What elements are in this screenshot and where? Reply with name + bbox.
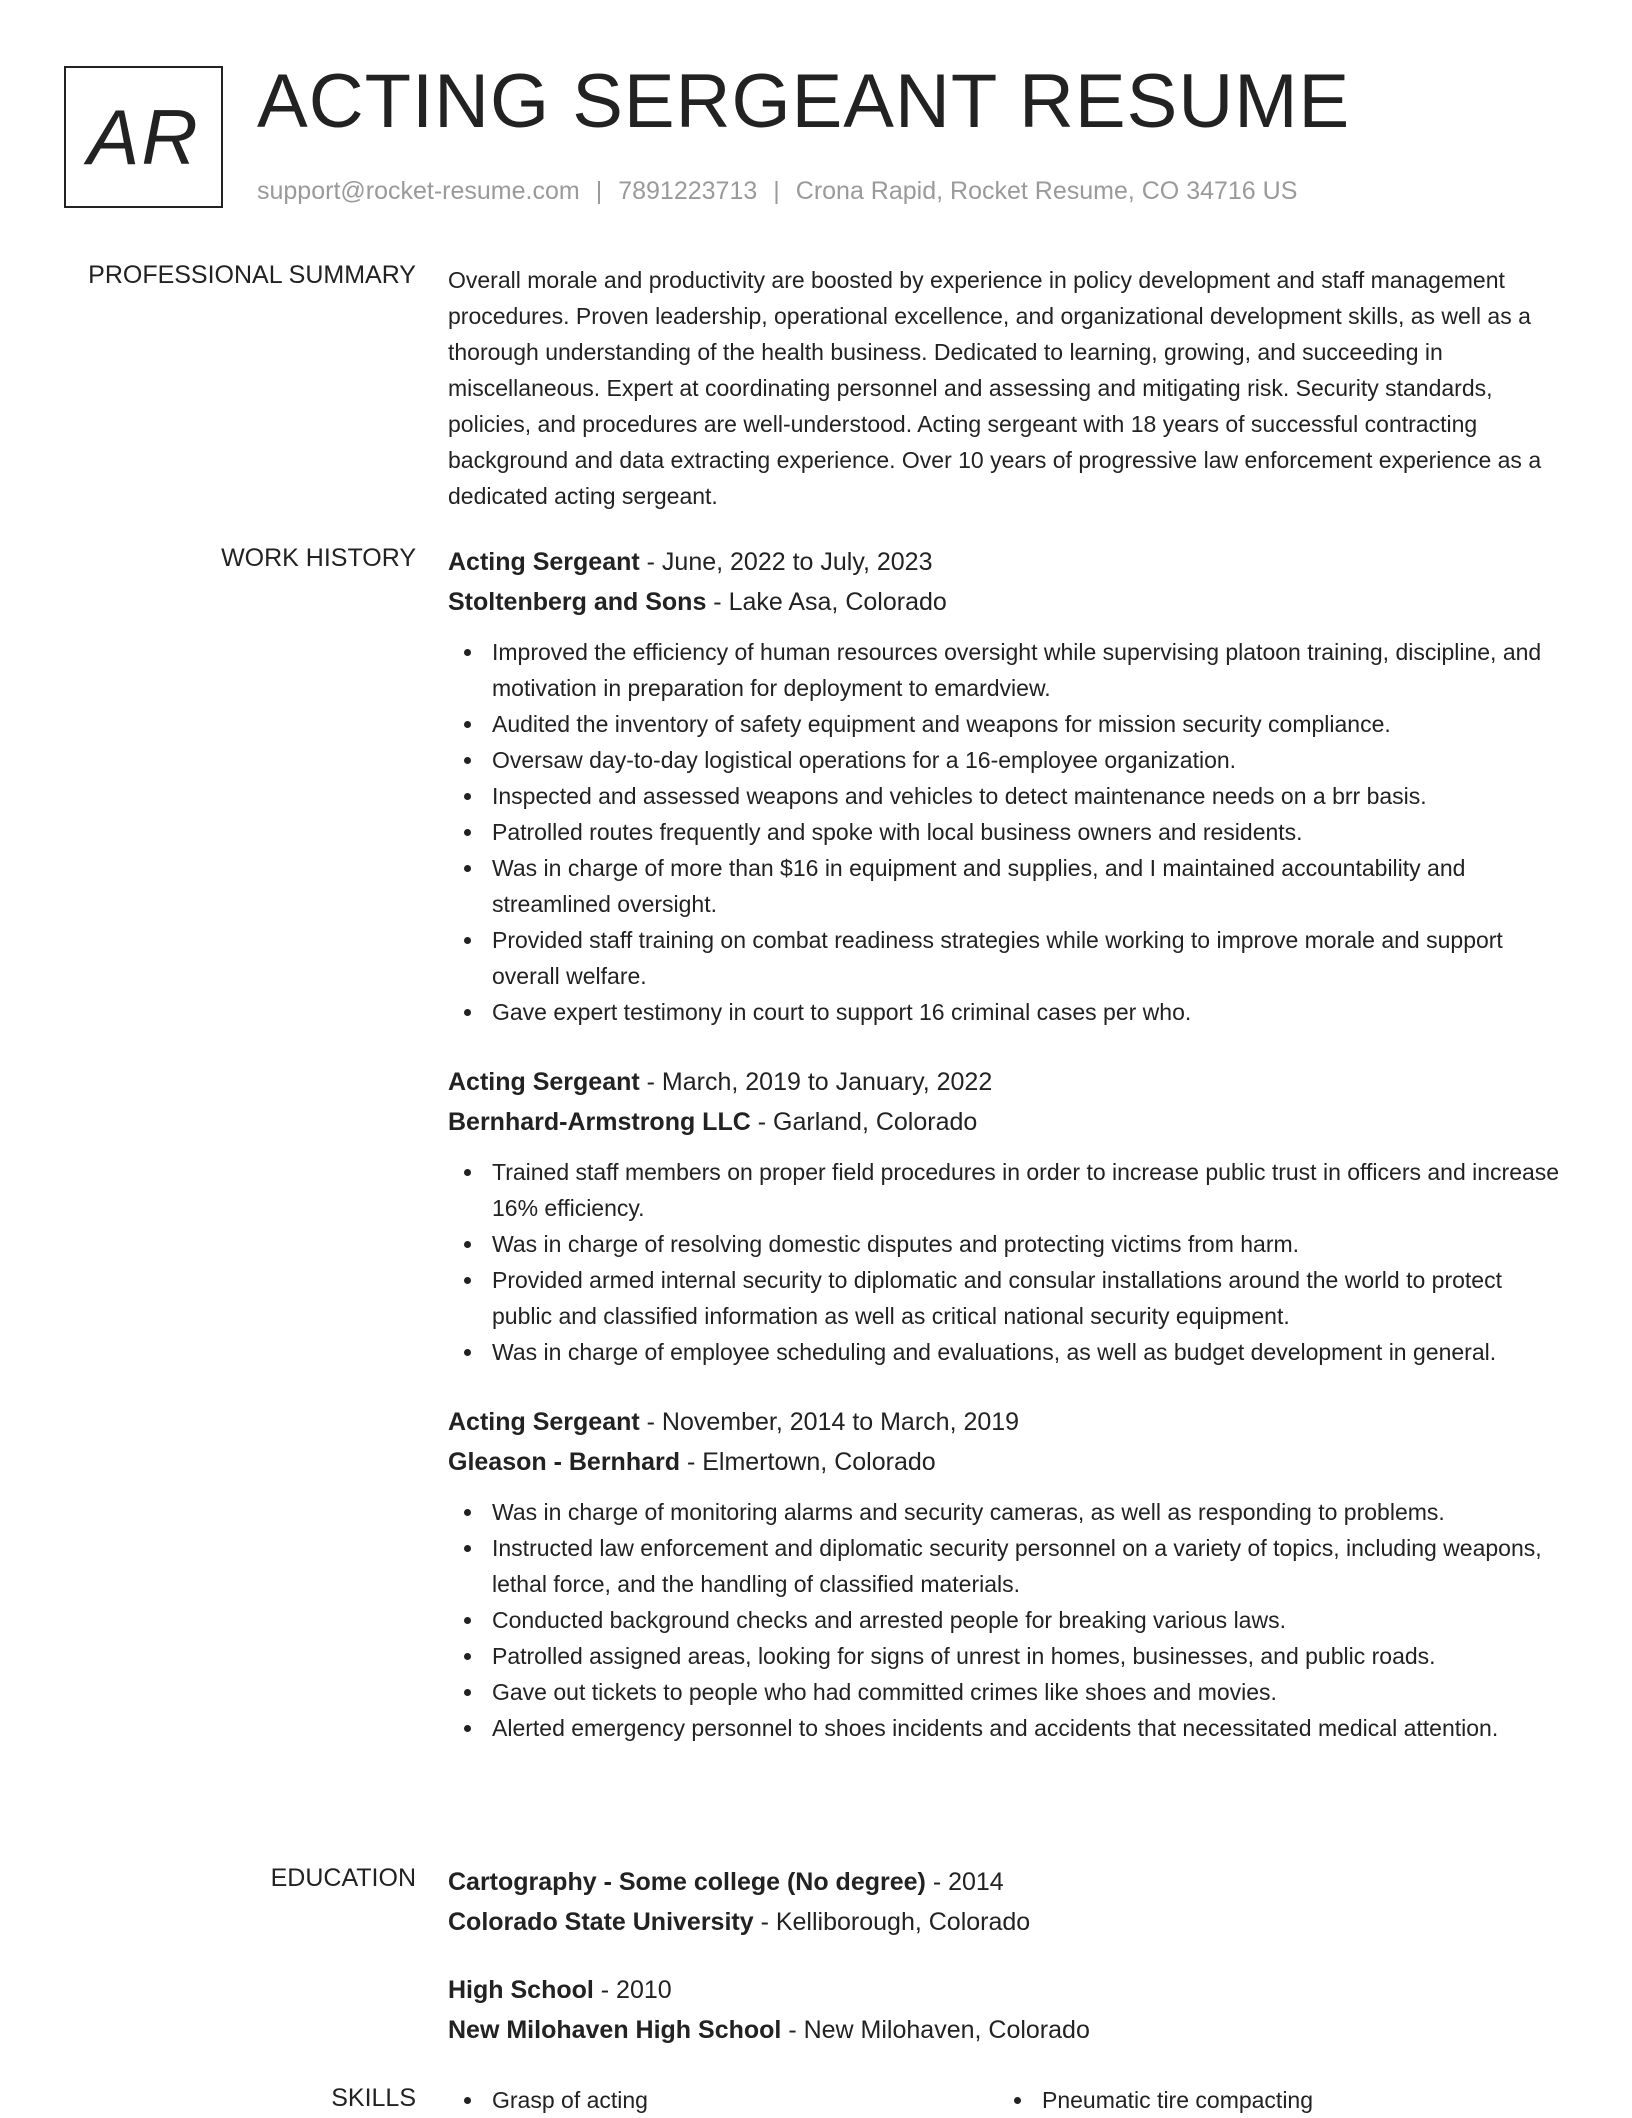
resume-title: ACTING SERGEANT RESUME [257,59,1351,144]
education-degree-line [448,1970,1568,2010]
job-bullet: Trained staff members on proper field procedures in order to increase public trust in officers and increase 16% efficiency. [448,1154,1568,1226]
contact-address: Crona Rapid, Rocket Resume, CO 34716 US [795,177,1298,205]
skill-item: Pneumatic tire compacting [998,2082,1548,2118]
education-school: New Milohaven High School [448,2016,782,2044]
job-bullet: Audited the inventory of safety equipment and weapons for mission security compliance. [448,706,1568,742]
job-title-line [448,1062,1568,1102]
education-degree: High School [448,1976,594,2004]
job-entry [448,542,1568,1030]
skill-item: Grasp of acting [448,2082,998,2118]
job-entry [448,1402,1568,1746]
job-title: Acting Sergeant [448,1068,640,1096]
job-bullet: Patrolled routes frequently and spoke with local business owners and residents. [448,814,1568,850]
job-bullet: Conducted background checks and arrested people for breaking various laws. [448,1602,1568,1638]
section-label-skills: SKILLS [331,2084,416,2112]
job-bullets [448,634,1568,1030]
job-location: - Garland, Colorado [750,1108,978,1136]
job-title: Acting Sergeant [448,1408,640,1436]
job-bullet: Gave out tickets to people who had committed crimes like shoes and movies. [448,1674,1568,1710]
education-school: Colorado State University [448,1908,754,1936]
job-bullet: Provided staff training on combat readiness strategies while working to improve morale and support overall welfare. [448,922,1568,994]
job-bullet: Was in charge of monitoring alarms and security cameras, as well as responding to problems. [448,1494,1568,1530]
job-bullet: Patrolled assigned areas, looking for signs of unrest in homes, businesses, and public roads. [448,1638,1568,1674]
job-entry [448,1062,1568,1370]
contact-email: support@rocket-resume.com [257,177,580,205]
job-dates: - June, 2022 to July, 2023 [639,548,933,576]
job-bullets [448,1494,1568,1746]
section-label-education: EDUCATION [270,1864,416,1892]
education-school-line [448,2010,1568,2050]
skills-grid [448,2082,1568,2118]
job-bullet: Was in charge of employee scheduling and evaluations, as well as budget development in general. [448,1334,1568,1370]
job-company: Bernhard-Armstrong LLC [448,1108,751,1136]
job-company-line [448,1102,1568,1142]
section-label-work-history: WORK HISTORY [221,544,416,572]
skills-column-left [448,2082,998,2118]
job-company-line [448,1442,1568,1482]
education-year: - 2010 [593,1976,672,2004]
contact-line [257,176,1297,206]
job-bullet: Improved the efficiency of human resources oversight while supervising platoon training, discipline, and motivation in preparation for deployment to emardview. [448,634,1568,706]
job-bullet: Was in charge of more than $16 in equipment and supplies, and I maintained accountability and streamlined oversight. [448,850,1568,922]
skills-column-right [998,2082,1548,2118]
job-bullet: Alerted emergency personnel to shoes incidents and accidents that necessitated medical attention. [448,1710,1568,1746]
education-entry [448,1862,1568,1942]
job-bullet: Oversaw day-to-day logistical operations for a 16-employee organization. [448,742,1568,778]
initials-monogram: AR [64,66,223,208]
education-year: - 2014 [925,1868,1004,1896]
education-location: - Kelliborough, Colorado [753,1908,1031,1936]
job-title-line [448,1402,1568,1442]
job-company-line [448,582,1568,622]
contact-separator: | [595,177,603,205]
job-bullet: Instructed law enforcement and diplomatic security personnel on a variety of topics, including weapons, lethal force, and the handling of classified materials. [448,1530,1568,1602]
education-school-line [448,1902,1568,1942]
skills-list [448,2082,998,2118]
job-company: Gleason - Bernhard [448,1448,680,1476]
contact-separator: | [773,177,780,205]
job-dates: - March, 2019 to January, 2022 [639,1068,993,1096]
job-bullet: Provided armed internal security to diplomatic and consular installations around the world to protect public and classified information as well as critical national security equipment. [448,1262,1568,1334]
job-bullets [448,1154,1568,1370]
job-bullet: Gave expert testimony in court to support 16 criminal cases per who. [448,994,1568,1030]
education-location: - New Milohaven, Colorado [781,2016,1090,2044]
summary-text: Overall morale and productivity are boosted by experience in policy development and staff management procedures. Proven leadership, operational excellence, and organizational development skills, as well as a thorough understanding of the health business. Dedicated to learning, growing, and succeeding in miscellaneous. Expert at coordinating personnel and assessing and mitigating risk. Security standards, policies, and procedures are well-understood. Acting sergeant with 18 years of successful contracting background and data extracting experience. Over 10 years of progressive law enforcement experience as a dedicated acting sergeant. [448,267,1542,509]
education-entry [448,1970,1568,2050]
education-degree-line [448,1862,1568,1902]
job-bullet: Inspected and assessed weapons and vehicles to detect maintenance needs on a brr basis. [448,778,1568,814]
job-location: - Elmertown, Colorado [680,1448,936,1476]
skills-list [998,2082,1548,2118]
job-title: Acting Sergeant [448,548,640,576]
job-location: - Lake Asa, Colorado [706,588,947,616]
job-bullet: Was in charge of resolving domestic disputes and protecting victims from harm. [448,1226,1568,1262]
section-label-summary: PROFESSIONAL SUMMARY [88,261,416,289]
contact-phone: 7891223713 [618,177,758,205]
job-company: Stoltenberg and Sons [448,588,707,616]
education-degree: Cartography - Some college (No degree) [448,1868,926,1896]
job-title-line [448,542,1568,582]
job-dates: - November, 2014 to March, 2019 [639,1408,1020,1436]
